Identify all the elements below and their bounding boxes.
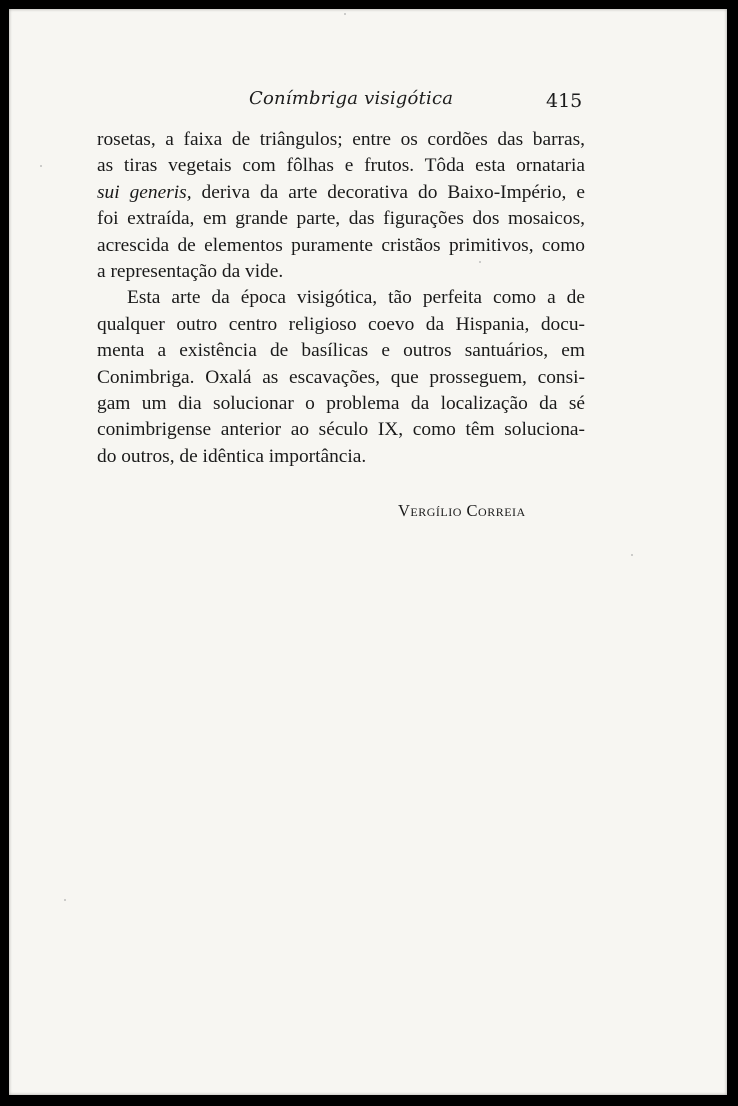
paragraph-1-line-3-rest: deriva da arte decorativa do Baixo-Império, e [191, 181, 585, 203]
running-head [9, 85, 727, 115]
paragraph-1-line-3 [97, 180, 585, 206]
paper-speck [344, 13, 346, 15]
paper-speck [479, 261, 481, 263]
author-signature: Vergílio Correia [398, 501, 526, 520]
paragraph-1-line-5: acrescida de elementos puramente cristãos primitivos, como [97, 234, 585, 256]
paragraph-2-line-4: Conimbriga. Oxalá as escavações, que prosseguem, consi- [97, 366, 585, 388]
page-number: 415 [546, 90, 583, 112]
paragraph-1-line-2: as tiras vegetais com fôlhas e frutos. Tôda esta ornataria [97, 155, 585, 177]
paper-speck [631, 554, 633, 556]
book-page [9, 9, 727, 1095]
running-title: Conímbriga visigótica [249, 88, 454, 109]
paragraph-1 [97, 127, 585, 285]
paragraph-2-line-5: gam um dia solucionar o problema da localização da sé [97, 392, 585, 414]
paper-speck [64, 899, 66, 901]
paragraph-2-line-3: menta a existência de basílicas e outros santuários, em [97, 340, 585, 362]
paragraph-1-line-4: foi extraída, em grande parte, das figurações dos mosaicos, [97, 208, 585, 230]
latin-phrase: sui generis, [97, 181, 192, 203]
paragraph-2 [97, 285, 585, 470]
paragraph-1-line-6: a representação da vide. [97, 260, 284, 282]
body-text [97, 127, 585, 470]
paragraph-2-line-6: conimbrigense anterior ao século IX, como têm soluciona- [97, 419, 585, 441]
paper-speck [40, 165, 42, 167]
paragraph-2-line-1: Esta arte da época visigótica, tão perfeita como a de [127, 287, 585, 309]
paragraph-2-line-7: do outros, de idêntica importância. [97, 445, 367, 467]
paragraph-1-line-1: rosetas, a faixa de triângulos; entre os cordões das barras, [97, 129, 585, 150]
paragraph-2-line-2: qualquer outro centro religioso coevo da Hispania, docu- [97, 313, 585, 335]
